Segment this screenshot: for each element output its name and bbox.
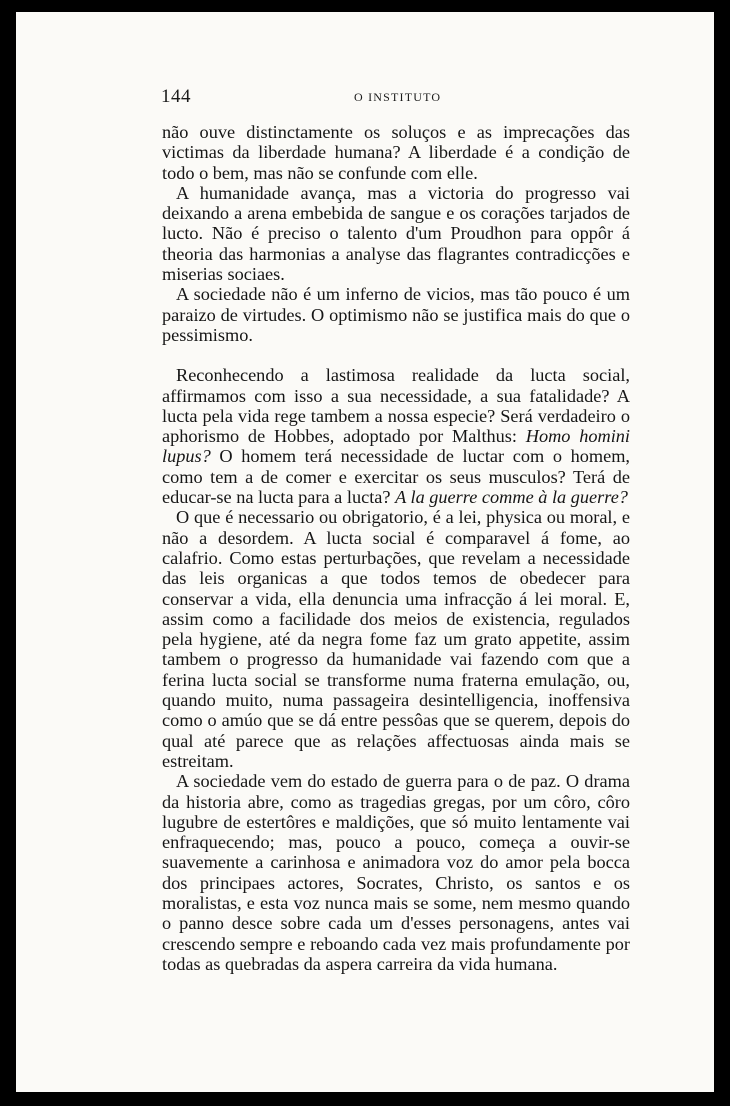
paragraph-3: A sociedade não é um inferno de vicios, mas tão pouco é um paraizo de virtudes. O optimismo não se justifica mais do que o pessimismo. — [162, 284, 630, 345]
book-page — [16, 12, 714, 1092]
paragraph-4-part-2: O homem terá necessidade de luctar com o homem, como tem a de comer e exercitar os seus musculos? Terá de educar-se na lucta para a lucta? — [162, 446, 630, 508]
paragraph-6: A sociedade vem do estado de guerra para o de paz. O drama da historia abre, como as tragedias gregas, por um côro, côro lugubre de estertôres e maldições, que só muito lentamente vai enfraquecendo; mas, pouco a pouco, começa a ouvir-se suavemente a carinhosa e animadora voz do amor pela bocca dos principaes actores, Socrates, Christo, os santos e os moralistas, e esta voz nunca mais se some, nem mesmo quando o panno desce sobre cada um d'esses personagens, antes vai crescendo sempre e reboando cada vez mais profundamente por todas as quebradas da aspera carreira da vida humana. — [162, 771, 630, 974]
paragraph-4-italic-2: A la guerre comme à la guerre? — [395, 487, 628, 508]
paragraph-4 — [162, 365, 630, 507]
paragraph-4-part-1: Reconhecendo a lastimosa realidade da lucta social, affirmamos com isso a sua necessidade, a sua fatalidade? A lucta pela vida rege tambem a nossa especie? Será verdadeiro o aphorismo de Hobbes, adoptado por Malthus: — [162, 365, 630, 447]
paragraph-5: O que é necessario ou obrigatorio, é a lei, physica ou moral, e não a desordem. A lucta social é comparavel á fome, ao calafrio. Como estas perturbações, que revelam a necessidade das leis organicas a que todos temos de obedecer para conservar a vida, ella denuncia uma infracção á lei moral. E, assim como a facilidade dos meios de existencia, regulados pela hygiene, até da negra fome faz um grato appetite, assim tambem o progresso da humanidade vai fazendo com que a ferina lucta social se transforme numa fraterna emulação, ou, quando muito, numa passageira desintelligencia, inoffensiva como o amúo que se dá entre pessôas que se querem, depois do qual até parece que as relações affectuosas ainda mais se estreitam. — [162, 507, 630, 771]
page-number: 144 — [161, 86, 191, 107]
paragraph-1: não ouve distinctamente os soluços e as imprecações das victimas da liberdade humana? A liberdade é a condição de todo o bem, mas não se confunde com elle. — [162, 122, 630, 183]
running-title: O INSTITUTO — [354, 90, 442, 104]
page-header — [16, 86, 714, 110]
paragraph-4-italic-1: Homo homini lupus? — [162, 426, 630, 467]
paragraph-2: A humanidade avança, mas a victoria do progresso vai deixando a arena embebida de sangue e os corações tarjados de lucto. Não é preciso o talento d'um Proudhon para oppôr á theoria das harmonias a analyse das flagrantes contradicções e miserias sociaes. — [162, 182, 630, 285]
body-text — [162, 122, 630, 974]
